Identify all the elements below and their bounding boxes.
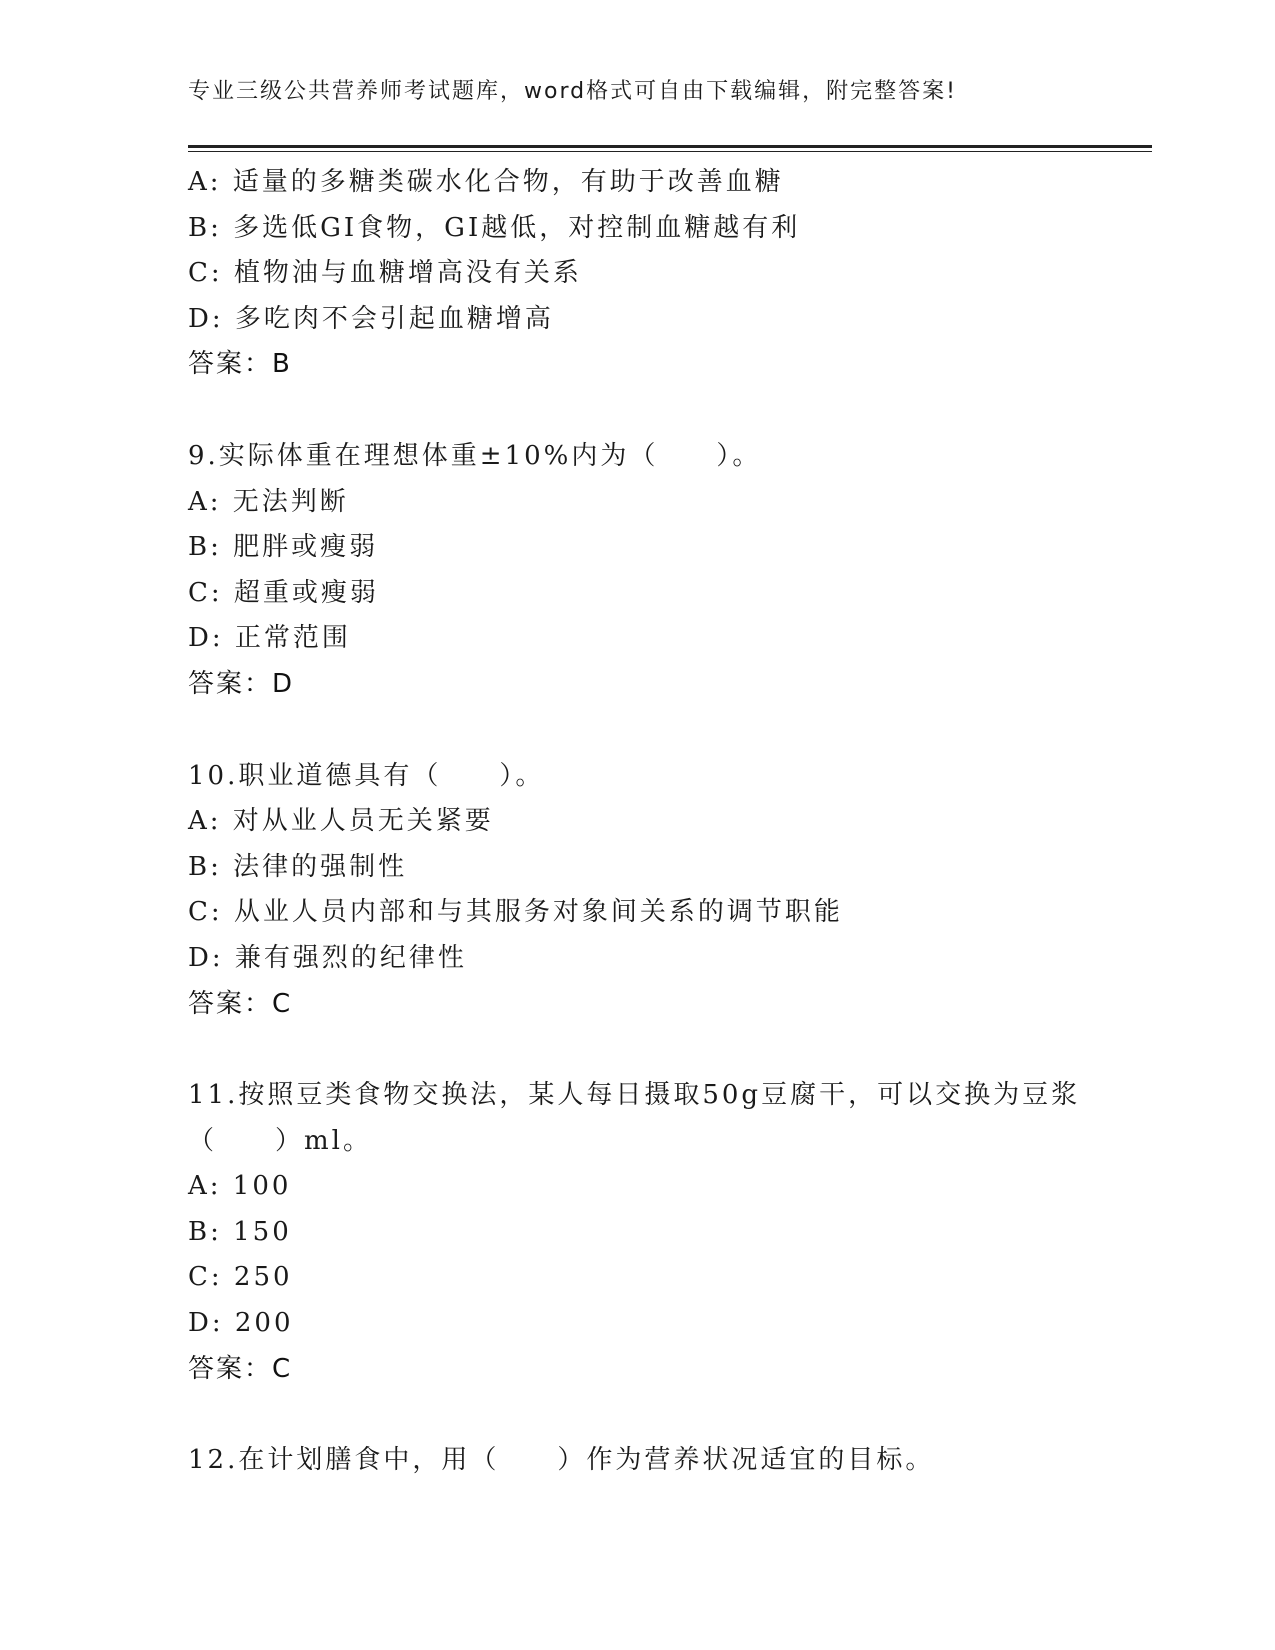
question-block-10: [188, 754, 1138, 1028]
answer-line: 答案：C: [188, 1353, 293, 1384]
option-a: A: 对从业人员无关紧要: [188, 806, 494, 837]
question-stem-line-1: 11.按照豆类食物交换法，某人每日摄取50g豆腐干，可以交换为豆浆: [188, 1080, 1081, 1111]
option-d: D: 正常范围: [188, 623, 351, 654]
answer-line: 答案：C: [188, 988, 293, 1019]
page-header: 专业三级公共营养师考试题库，word格式可自由下载编辑，附完整答案!: [188, 79, 957, 104]
question-block-9: [188, 434, 1138, 708]
question-block-12: [188, 1438, 1138, 1484]
option-a: A: 适量的多糖类碳水化合物，有助于改善血糖: [188, 167, 784, 197]
option-b: B: 150: [188, 1216, 292, 1247]
option-c: C: 从业人员内部和与其服务对象间关系的调节职能: [188, 897, 843, 928]
option-c: C: 超重或瘦弱: [188, 577, 379, 608]
spacer: [188, 708, 1138, 754]
option-b: B: 法律的强制性: [188, 851, 408, 882]
option-a: A: 无法判断: [188, 486, 349, 517]
question-stem-line-2: （ ）ml。: [188, 1125, 372, 1156]
option-b: B: 多选低GI食物，GI越低，对控制血糖越有利: [188, 212, 801, 243]
question-block-continued: [188, 160, 1138, 388]
spacer: [188, 1392, 1138, 1438]
option-d: D: 多吃肉不会引起血糖增高: [188, 303, 554, 334]
option-d: D: 200: [188, 1308, 294, 1339]
spacer: [188, 1027, 1138, 1073]
spacer: [188, 388, 1138, 434]
question-stem: 12.在计划膳食中，用（ ）作为营养状况适宜的目标。: [188, 1445, 935, 1476]
option-d: D: 兼有强烈的纪律性: [188, 942, 467, 973]
answer-line: 答案：D: [188, 668, 295, 699]
question-content: [188, 160, 1138, 1484]
header-divider-thick: [188, 145, 1152, 148]
option-c: C: 250: [188, 1262, 293, 1293]
header-divider-thin: [188, 151, 1152, 152]
option-a: A: 100: [188, 1171, 292, 1202]
option-c: C: 植物油与血糖增高没有关系: [188, 258, 582, 289]
question-stem: 10.职业道德具有（ ）。: [188, 760, 545, 791]
question-stem: 9.实际体重在理想体重±10%内为（ ）。: [188, 440, 762, 471]
answer-line: 答案：B: [188, 349, 292, 380]
option-b: B: 肥胖或瘦弱: [188, 532, 379, 563]
question-block-11: [188, 1073, 1138, 1392]
